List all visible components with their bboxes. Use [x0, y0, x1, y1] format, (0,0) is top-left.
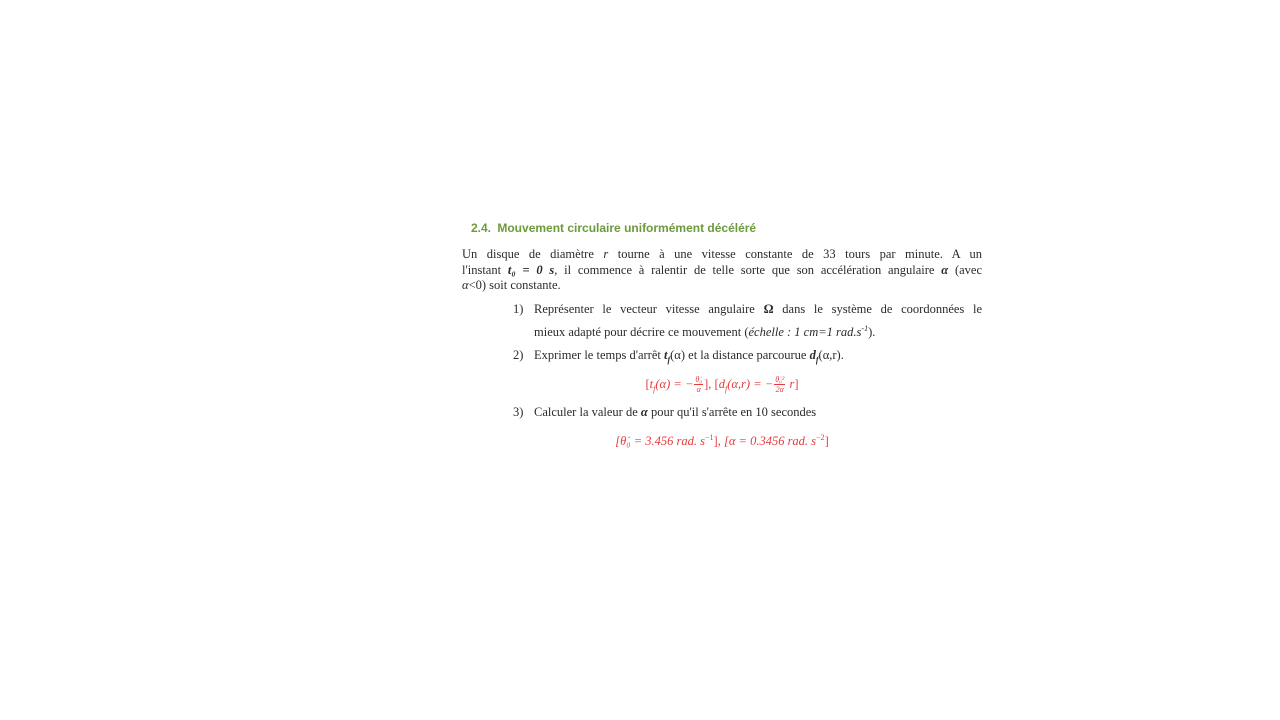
question-1-line-1: Représenter le vecteur vitesse angulaire Ω dans le système de coordonnées le [534, 301, 983, 316]
alpha-symbol: α [640, 404, 648, 419]
stop-time-symbol: $t_f$ [663, 347, 671, 365]
alpha-symbol: α [941, 262, 949, 277]
fraction-distance: $\frac{\text{θ̇₀²}}{2\alpha}$ [775, 375, 785, 395]
answer-values: [θ̇₀ = 3.456 rad. $s^{-1}$], [α = 0.3456 rad. $s^{-2}$] [615, 432, 829, 448]
exercise-section [462, 218, 982, 454]
intro-line-3: α<0) soit constante. [462, 278, 561, 293]
question-number: 3) [513, 404, 524, 419]
answer-formulas: [$t_f(\alpha)$ = − $\frac{\text{θ̇₀}}{\alpha}$ ], [$d_f(\alpha,r)$ = − $\frac{\text{θ̇₀²}}{2\alpha}$ r] [645, 375, 799, 395]
radius-symbol: r [603, 247, 609, 261]
scale-text: échelle : 1 cm=1 rad.s [748, 324, 862, 339]
omega-vector-symbol: Ω [763, 301, 774, 316]
question-1-line-2: mieux adapté pour décrire ce mouvement (échelle : 1 cm=1 $rad.s^{-1}$). [534, 323, 876, 339]
alpha-value: [α = 0.3456 rad. s [723, 433, 817, 448]
section-heading [471, 218, 982, 238]
question-3 [462, 401, 982, 424]
question-number: 2) [513, 347, 524, 362]
initial-time-equation: t₀ = 0 s [507, 262, 555, 277]
section-number: 2.4. [471, 221, 492, 235]
question-2-text: Exprimer le temps d'arrêt $t_f(\alpha)$ et la distance parcourue $d_f(\alpha,r)$. [534, 347, 844, 365]
question-1 [462, 298, 982, 344]
question-2 [462, 344, 982, 367]
problem-statement [462, 247, 982, 294]
section-title: Mouvement circulaire uniformément décéléré [497, 221, 757, 235]
intro-line-2: l'instant t₀ = 0 s, il commence à ralentir de telle sorte que son accélération angulaire α (avec [462, 262, 983, 277]
distance-symbol: $d_f$ [809, 347, 819, 365]
intro-line-1: Un disque de diamètre r tourne à une vitesse constante de 33 tours par minute. A un [462, 247, 982, 261]
question-number: 1) [513, 301, 524, 316]
omega0-value: [θ̇₀ = 3.456 rad. s [615, 433, 706, 448]
question-3-text: Calculer la valeur de α pour qu'il s'arrête en 10 secondes [534, 404, 817, 419]
fraction-stop-time: $\frac{\text{θ̇₀}}{\alpha}$ [695, 375, 703, 395]
